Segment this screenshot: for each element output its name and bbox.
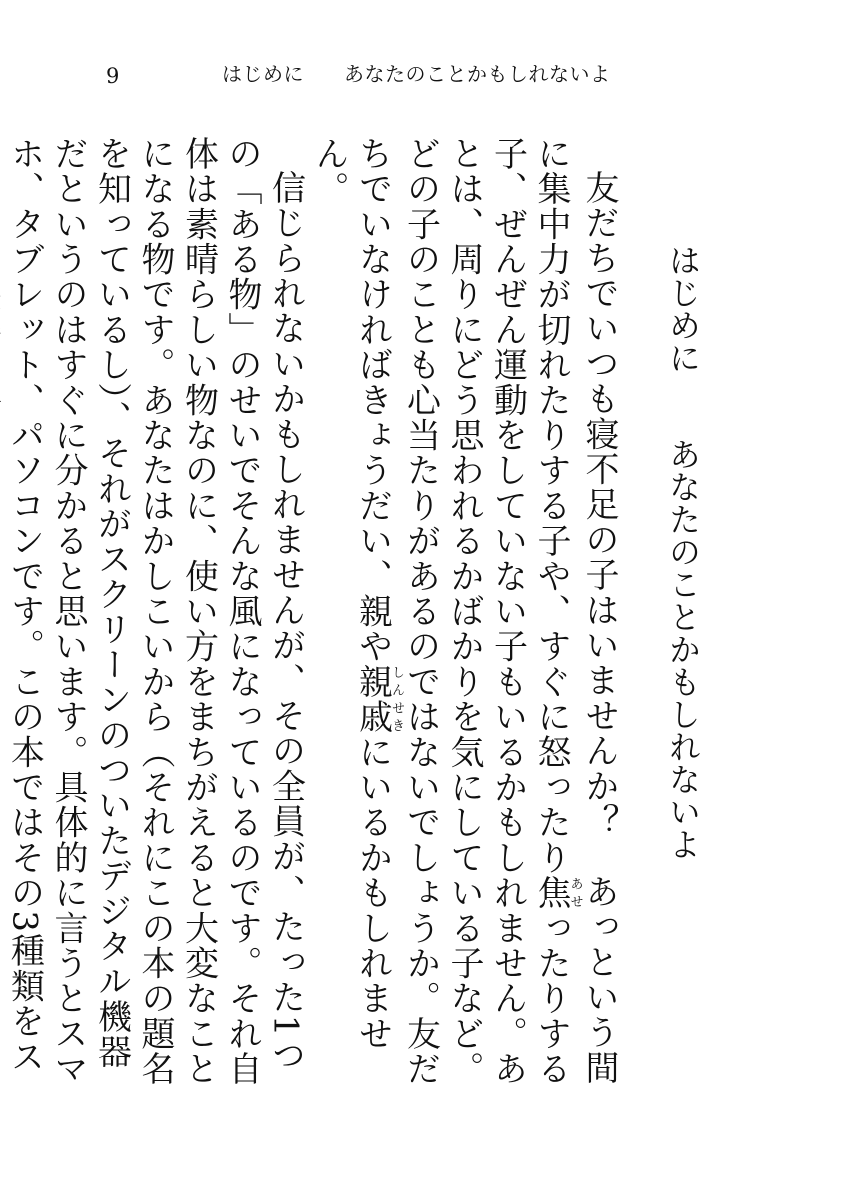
paragraph-2: 信じられないかもしれませんが、その全員が、たった1つの「ある物」のせいでそんな風になっているのです。それ自体は素晴らしい物なのに、使い方をまちがえると大変なことになる物です。あなたはかしこいから（それにこの本の題名を知っているし）、それがスクリーンのついたデジタル機器だというのはすぐに分かると思います。具体的に言うとスマホ、タブレット、パソコンです。この本ではその3種類をス xyxy=(4,136,306,1087)
running-header xyxy=(222,64,611,84)
running-header-chapter: はじめに xyxy=(222,62,304,86)
chapter-heading xyxy=(664,244,702,861)
body-text xyxy=(0,136,620,1096)
paragraph-1-part-1: 友だちでいつも寝不足の子はいませんか？ あっという間に集中力が切れたりする子や、すぐに怒ったり xyxy=(531,136,619,1086)
chapter-heading-title: あなたのことかもしれないよ xyxy=(664,438,702,861)
page-number: 9 xyxy=(106,64,120,88)
paragraph-1 xyxy=(307,136,621,1096)
paragraph-1-part-2: ったりする子、ぜんぜん運動をしていない子もいるかもしれません。あとは、周りにどう思われるかばかりを気にしている子など。どの子のことも心当たりがあるのではないでしょうか。友だちでいなければきょうだい、親や xyxy=(352,136,571,1087)
ruby-shinseki: 親戚しんせき xyxy=(352,664,404,735)
chapter-heading-label: はじめに xyxy=(664,244,702,374)
paragraph-1-part-3: にいるかもしれません。 xyxy=(309,136,393,1052)
ruby-aseru: 焦あせ xyxy=(531,875,583,911)
running-header-title: あなたのことかもしれないよ xyxy=(344,62,611,86)
